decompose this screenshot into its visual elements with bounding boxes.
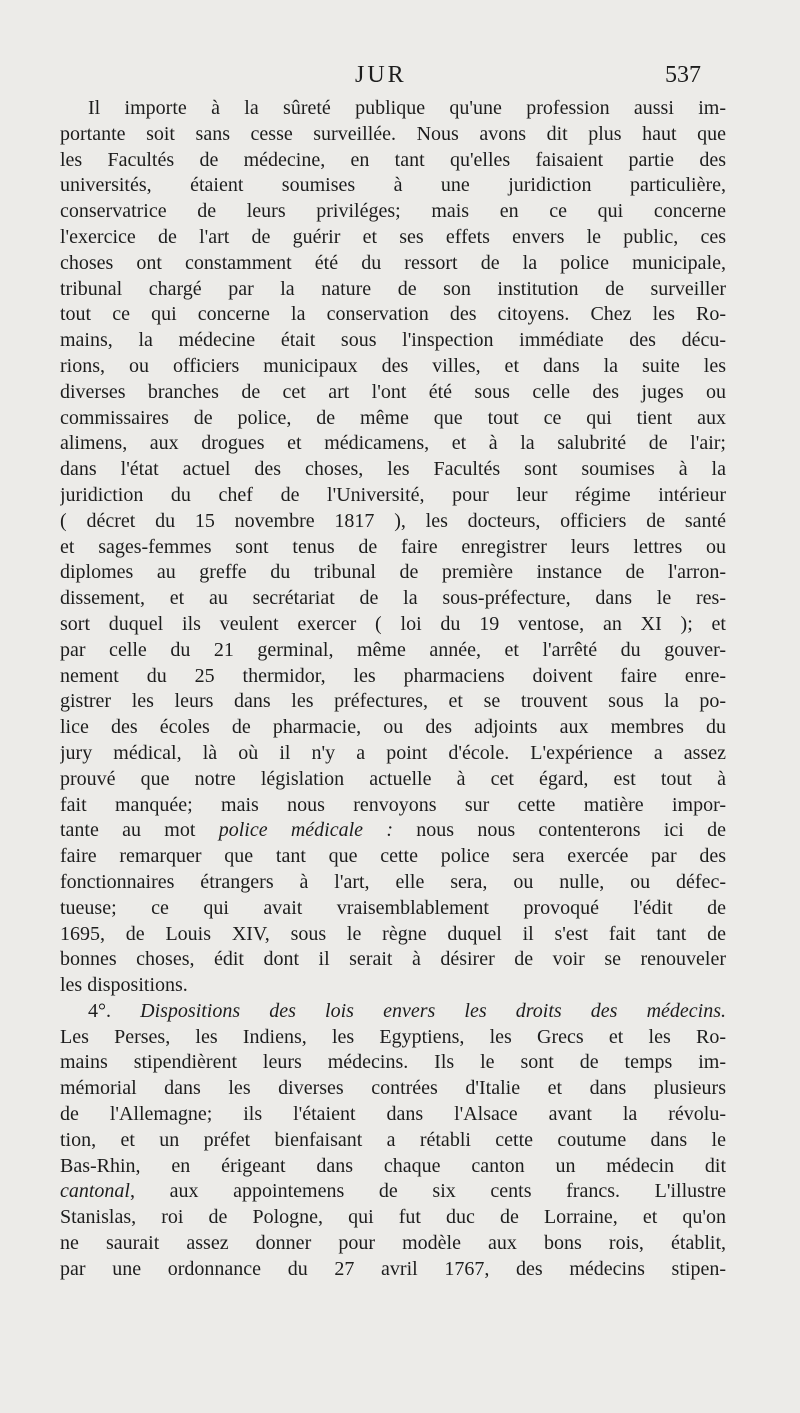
text-line: gistrer les leurs dans les préfectures, et se trouvent sous la po-: [60, 690, 726, 713]
italic-term-cantonal: cantonal: [60, 1180, 130, 1203]
text-line: lice des écoles de pharmacie, ou des adjoints aux membres du: [60, 716, 726, 739]
text-line: portante soit sans cesse surveillée. Nous avons dit plus haut que: [60, 122, 726, 145]
text-line: tout ce qui concerne la conservation des citoyens. Chez les Ro-: [60, 303, 726, 326]
text-line: de l'Allemagne; ils l'étaient dans l'Alsace avant la révolu-: [60, 1103, 726, 1126]
text-line: jury médical, là où il n'y a point d'école. L'expérience a assez: [60, 741, 726, 764]
text-line: nement du 25 thermidor, les pharmaciens doivent faire enre-: [60, 664, 726, 687]
text-line: conservatrice de leurs priviléges; mais en ce qui concerne: [60, 200, 726, 223]
text-line: prouvé que notre législation actuelle à cet égard, est tout à: [60, 767, 726, 790]
paragraph-block: [60, 1025, 726, 1180]
section-title: Dispositions des lois envers les droits des médecins.: [140, 999, 726, 1022]
text-line: tribunal chargé par la nature de son institution de surveiller: [60, 277, 726, 300]
text-line: les Facultés de médecine, en tant qu'elles faisaient partie des: [60, 148, 726, 171]
body-text: [60, 96, 726, 1283]
paragraph-block: [60, 844, 726, 973]
text-line: tueuse; ce qui avait vraisemblablement provoqué l'édit de: [60, 896, 726, 919]
text-line: sort duquel ils veulent exercer ( loi du 19 ventose, an XI ); et: [60, 612, 726, 635]
text-line: ne saurait assez donner pour modèle aux bons rois, établit,: [60, 1232, 726, 1255]
text-line: diverses branches de cet art l'ont été sous celle des juges ou: [60, 380, 726, 403]
text-line: Les Perses, les Indiens, les Egyptiens, les Grecs et les Ro-: [60, 1025, 726, 1048]
text-line: fait manquée; mais nous renvoyons sur cette matière impor-: [60, 793, 726, 816]
text-line: rions, ou officiers municipaux des villes, et dans la suite les: [60, 354, 726, 377]
text-line: bonnes choses, édit dont il serait à désirer de voir se renouveler: [60, 948, 726, 971]
text-line: par celle du 21 germinal, même année, et l'arrêté du gouver-: [60, 638, 726, 661]
text-line: choses ont constamment été du ressort de la police municipale,: [60, 251, 726, 274]
text-line: Il importe à la sûreté publique qu'une profession aussi im-: [88, 97, 726, 119]
text-line: mains stipendièrent leurs médecins. Ils le sont de temps im-: [60, 1051, 726, 1074]
text-line: dans l'état actuel des choses, les Facultés sont soumises à la: [60, 458, 726, 481]
paragraph-block: [60, 1205, 726, 1282]
text-line-cantonal: [60, 1179, 726, 1205]
text-line: l'exercice de l'art de guérir et ses effets envers le public, ces: [60, 225, 726, 248]
text-line: Bas-Rhin, en érigeant dans chaque canton un médecin dit: [60, 1154, 726, 1177]
text-line: Stanislas, roi de Pologne, qui fut duc de Lorraine, et qu'on: [60, 1206, 726, 1229]
text-line: dissement, et au secrétariat de la sous-préfecture, dans le res-: [60, 587, 726, 610]
text-line: commissaires de police, de même que tout ce qui tient aux: [60, 406, 726, 429]
text-line: et sages-femmes sont tenus de faire enregistrer leurs lettres ou: [60, 535, 726, 558]
text-line-police: [60, 818, 726, 844]
text-run: tante au mot: [60, 819, 219, 842]
text-line: alimens, aux drogues et médicamens, et à la salubrité de l'air;: [60, 432, 726, 455]
section-heading: [60, 999, 726, 1025]
paragraph-block: [60, 96, 726, 818]
text-run: , aux appointemens de six cents francs. L'illustre: [130, 1180, 726, 1203]
section-number: 4°.: [88, 999, 111, 1022]
page-number: 537: [665, 62, 701, 88]
text-line: universités, étaient soumises à une juridiction particulière,: [60, 174, 726, 197]
italic-term-police-medicale: police médicale :: [218, 819, 393, 842]
text-line: par une ordonnance du 27 avril 1767, des médecins stipen-: [60, 1257, 726, 1280]
text-line: tion, et un préfet bienfaisant a rétabli cette coutume dans le: [60, 1128, 726, 1151]
text-line: 1695, de Louis XIV, sous le règne duquel il s'est fait tant de: [60, 922, 726, 945]
running-head: JUR: [355, 62, 407, 88]
text-line: faire remarquer que tant que cette police sera exercée par des: [60, 845, 726, 868]
text-line: diplomes au greffe du tribunal de première instance de l'arron-: [60, 561, 726, 584]
page-header: [0, 62, 800, 92]
text-line: fonctionnaires étrangers à l'art, elle sera, ou nulle, ou défec-: [60, 870, 726, 893]
text-line: mémorial dans les diverses contrées d'Italie et dans plusieurs: [60, 1077, 726, 1100]
text-run: nous nous contenterons ici de: [392, 819, 726, 842]
text-line: mains, la médecine était sous l'inspection immédiate des décu-: [60, 329, 726, 352]
text-line: ( décret du 15 novembre 1817 ), les docteurs, officiers de santé: [60, 509, 726, 532]
paragraph-end-line: les dispositions.: [60, 974, 188, 997]
text-line: juridiction du chef de l'Université, pour leur régime intérieur: [60, 483, 726, 506]
